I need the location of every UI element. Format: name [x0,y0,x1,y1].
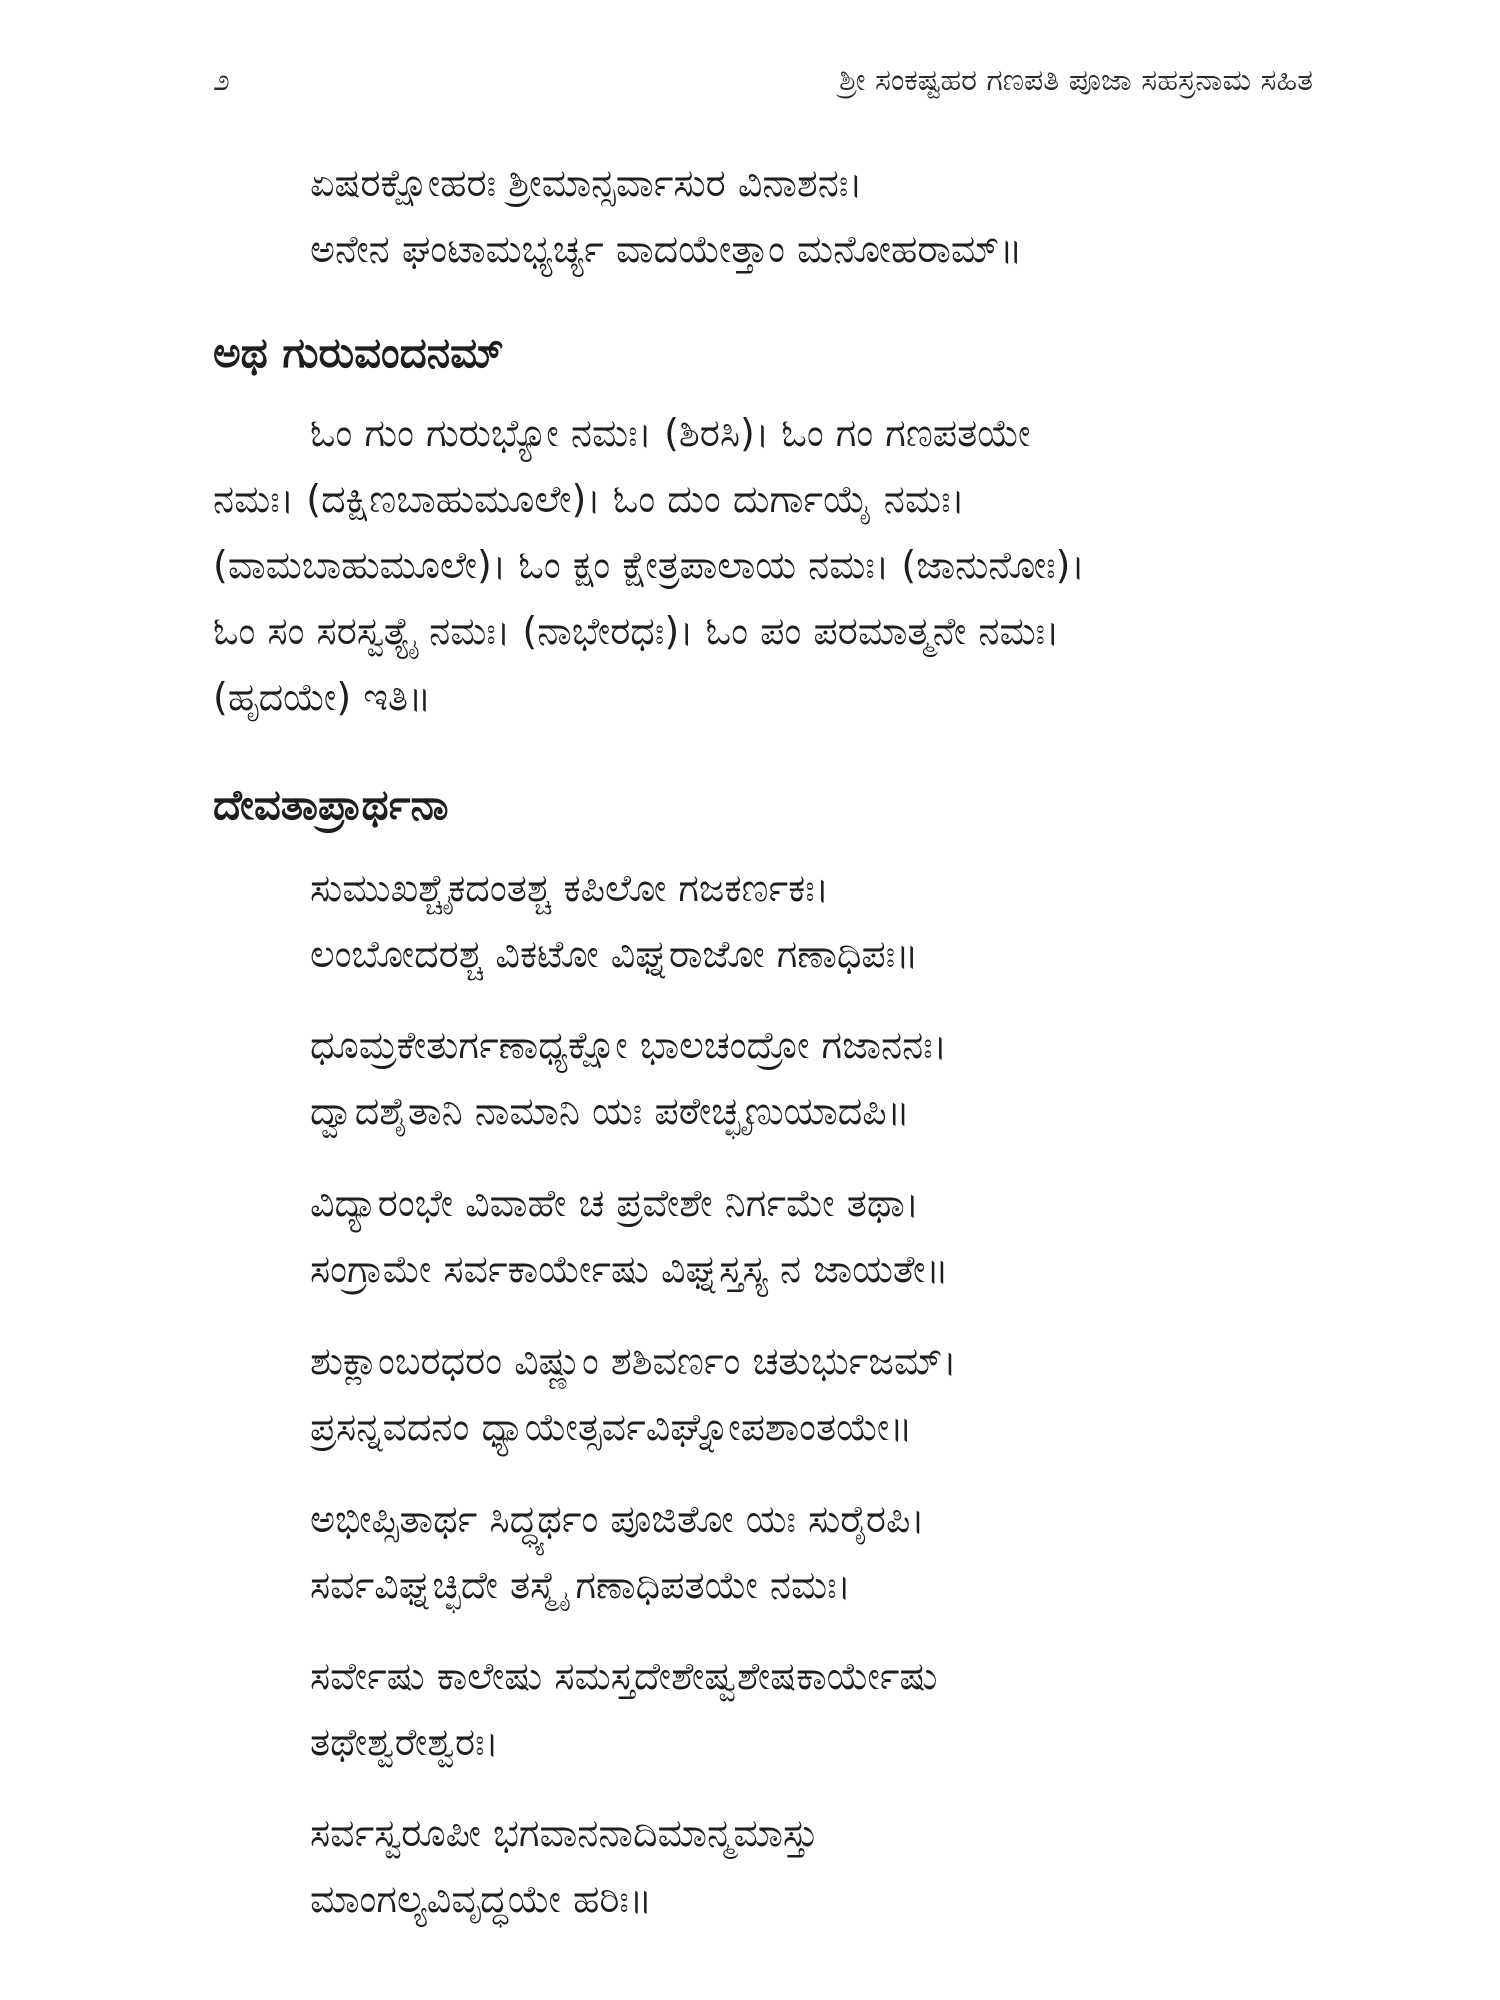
section-devataprarthana [213,770,1313,840]
verse-line: ಸರ್ವೇಷು ಕಾಲೇಷು ಸಮಸ್ತದೇಶೇಷ್ವಶೇಷಕಾರ್ಯೇಷು [310,1654,938,1698]
verse-line: ವಿದ್ಯಾರಂಭೇ ವಿವಾಹೇ ಚ ಪ್ರವೇಶೇ ನಿರ್ಗಮೇ ತಥಾ। [310,1181,920,1225]
verse-line: ಸರ್ವಸ್ವರೂಪೀ ಭಗವಾನನಾದಿಮಾನ್ಮಮಾಸ್ತು [310,1811,819,1855]
verse [310,1486,1310,1618]
verse-line: ಮಾಂಗಲ್ಯವಿವೃದ್ಧಯೇ ಹರಿಃ॥ [310,1877,653,1921]
verse-line: ಏಷರಕ್ಷೋಹರಃ ಶ್ರೀಮಾನ್ಸರ್ವಾಸುರ ವಿನಾಶನಃ। [310,161,863,205]
paragraph-line: (ಹೃದಯೇ) ಇತಿ॥ [213,675,432,719]
running-title: ಶ್ರೀ ಸಂಕಷ್ಟಹರ ಗಣಪತಿ ಪೂಜಾ ಸಹಸ್ರನಾಮ ಸಹಿತ [839,63,1313,98]
verse-line: ತಥೇಶ್ವರೇಶ್ವರಃ। [310,1720,499,1764]
verse-line: ಅಭೀಪ್ಸಿತಾರ್ಥ ಸಿದ್ಧ್ಯರ್ಥಂ ಪೂಜಿತೋ ಯಃ ಸುರೈರಪಿ। [310,1497,925,1541]
verse-line: ದ್ವಾದಶೈತಾನಿ ನಾಮಾನಿ ಯಃ ಪಠೇಚ್ಛೃಣುಯಾದಪಿ॥ [310,1089,910,1133]
opening-verse [213,150,1313,282]
verse [310,1328,1310,1460]
section-heading: ಅಥ ಗುರುವಂದನಮ್ [213,328,504,377]
paragraph-line: (ವಾಮಬಾಹುಮೂಲೇ)। ಓಂ ಕ್ಷಂ ಕ್ಷೇತ್ರಪಾಲಾಯ ನಮಃ। (ಜಾನುನೋಃ)। [213,543,1085,587]
verse-line: ಲಂಬೋದರಶ್ಚ ವಿಕಟೋ ವಿಘ್ನರಾಜೋ ಗಣಾಧಿಪಃ॥ [310,932,919,976]
verse [310,1643,1310,1775]
paragraph-line: ಓಂ ಸಂ ಸರಸ್ವತ್ಯೈ ನಮಃ। (ನಾಭೇರಧಃ)। ಓಂ ಪಂ ಪರಮಾತ್ಮನೇ ನಮಃ। [213,609,1060,653]
verse-line: ಪ್ರಸನ್ನವದನಂ ಧ್ಯಾಯೇತ್ಸರ್ವವಿಘ್ನೋಪಶಾಂತಯೇ॥ [310,1405,913,1449]
page-header [213,58,1313,104]
verse [310,855,1310,987]
verse-line: ಸರ್ವವಿಘ್ನಚ್ಛಿದೇ ತಸ್ಮೈ ಗಣಾಧಿಪತಯೇ ನಮಃ। [310,1563,852,1607]
section-guruvandanam [213,318,1313,388]
verse-line: ಸಂಗ್ರಾಮೇ ಸರ್ವಕಾರ್ಯೇಷು ವಿಘ್ನಸ್ತಸ್ಯ ನ ಜಾಯತೇ॥ [310,1247,949,1291]
verse [310,1170,1310,1302]
verse-line: ಅನೇನ ಘಂಟಾಮಭ್ಯರ್ಚ್ಯ ವಾದಯೇತ್ತಾಂ ಮನೋಹರಾಮ್॥ [310,227,1023,271]
verse-line: ಧೂಮ್ರಕೇತುರ್ಗಣಾಧ್ಯಕ್ಷೋ ಭಾಲಚಂದ್ರೋ ಗಜಾನನಃ। [310,1023,948,1067]
verse-line: ಸುಮುಖಶ್ಚೈಕದಂತಶ್ಚ ಕಪಿಲೋ ಗಜಕರ್ಣಕಃ। [310,866,830,910]
verse-line: ಶುಕ್ಲಾಂಬರಧರಂ ವಿಷ್ಣುಂ ಶಶಿವರ್ಣಂ ಚತುರ್ಭುಜಮ್। [310,1339,957,1383]
paragraph-line: ನಮಃ। (ದಕ್ಷಿಣಬಾಹುಮೂಲೇ)। ಓಂ ದುಂ ದುರ್ಗಾಯೈ ನಮಃ। [213,477,965,521]
section-heading: ದೇವತಾಪ್ರಾರ್ಥನಾ [213,780,449,829]
page-number: ೨ [213,63,230,98]
verse [310,1012,1310,1144]
verse [310,1800,1310,1932]
paragraph-line: ಓಂ ಗುಂ ಗುರುಭ್ಯೋ ನಮಃ। (ಶಿರಸಿ)। ಓಂ ಗಂ ಗಣಪತಯೇ [310,411,1031,455]
guruvandanam-paragraph [213,400,1313,730]
